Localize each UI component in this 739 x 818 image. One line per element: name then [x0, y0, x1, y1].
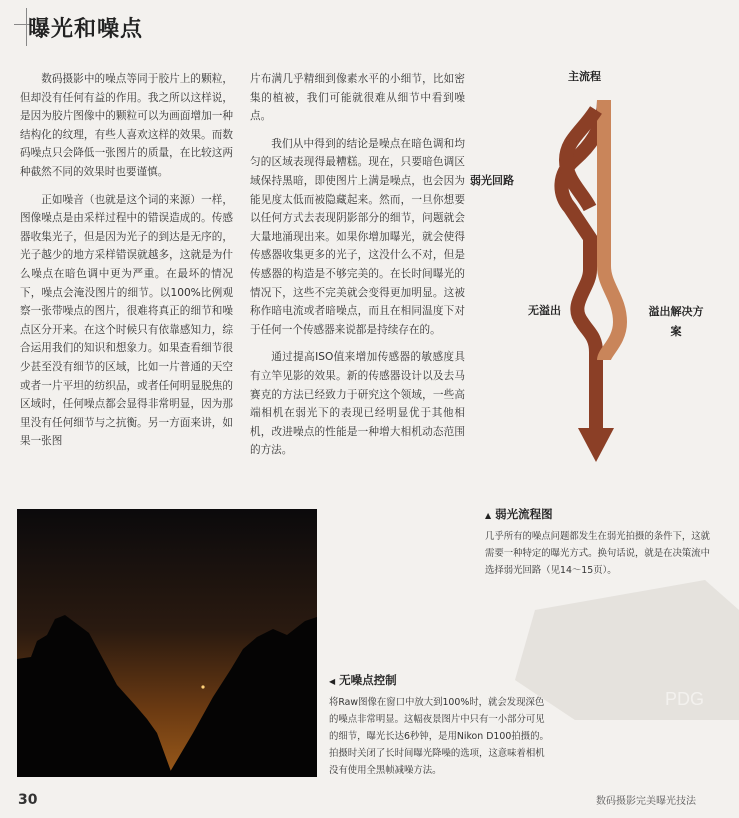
night-scene-photo: [17, 509, 317, 777]
text-column-left: [20, 70, 233, 460]
no-overflow-label: 无溢出: [528, 304, 561, 317]
paragraph: 数码摄影中的噪点等同于胶片上的颗粒，但却没有任何有益的作用。我之所以这样说，是因为胶片图像中的颗粒可以为画面增加一种结构化的纹理，有些人喜欢这样的效果。而数码噪点只会降低一张图片的质量，在比较这两种截然不同的效果时也要谨慎。: [20, 73, 233, 178]
paragraph: 正如噪音（也就是这个词的来源）一样，图像噪点是由采样过程中的错误造成的。传感器收集光子，但是因为光子的到达是无序的，光子越少的地方采样错误就越多，这就是为什么噪点在暗色调中更为严重。在最坏的情况下，噪点会淹没图片的细节。以100%比例观察一张带噪点的图片，很难将真正的细节和噪点区分开来。在这个时候只有依靠感知力，综合运用我们的知识和想象力。如果查看细节很少甚至没有细节的区域，比如一片普通的天空或者一片平坦的纺织品，或者任何明显脱焦的区域时，任何噪点都会显得非常明显，因为那里没有任何细节与之抗衡。另一方面来讲，如果一张图: [20, 193, 233, 448]
caption-title-text: 弱光流程图: [495, 507, 553, 521]
caption-title: [485, 506, 710, 524]
paragraph: 片布满几乎精细到像素水平的小细节，比如密集的植被，我们可能就很难从细节中看到噪点。: [250, 73, 465, 123]
watermark-seal: [515, 570, 739, 720]
lowlight-flow-diagram: [470, 60, 730, 480]
caption-body: 将Raw图像在窗口中放大到100%时，就会发现深色的噪点非常明显。这幅夜景图片中只有一小部分可见的细节，曝光长达6秒钟，是用Nikon D100拍摄的。拍摄时关闭了长时间曝光降噪的选项，这意味着相机没有使用全黑帧减噪方法。: [329, 697, 549, 776]
flow-diagram-svg: [470, 60, 730, 480]
page-title: 曝光和噪点: [28, 17, 144, 42]
triangle-left-icon: ◀: [329, 677, 336, 686]
paragraph: 我们从中得到的结论是噪点在暗色调和均匀的区域表现得最糟糕。现在，只要暗色调区域保持黑暗，即使图片上满是噪点，也会因为能见度太低而被隐藏起来。然而，一旦你想要以任何方式去表现阴影部分的细节，问题就会大量地涌现出来。如果你增加曝光，就会使得传感器收集更多的光子，这没什么不对，但是传感器的构造是不够完美的。在长时间曝光的情况下，这些不完美就会变得更加明显。这被称作暗电流或者暗噪点，而且在相同温度下对于任何一个传感器来说都是持续存在的。: [250, 137, 465, 336]
flow-arrow-head: [578, 428, 614, 462]
paragraph: 通过提高ISO值来增加传感器的敏感度具有立竿见影的效果。新的传感器设计以及去马赛克的方法已经致力于研究这个领域，一些高端相机在弱光下的表现已经明显优于其他相机，改进噪点的性能是一种增大相机动态范围的方法。: [250, 351, 465, 457]
caption-lowlight-flow: [485, 506, 710, 579]
flow-branch-line: [604, 100, 620, 360]
title-vertical-rule: [26, 8, 27, 46]
text-column-middle: [250, 70, 465, 469]
night-photo-svg: [17, 509, 317, 777]
lowlight-loop-label: 弱光回路: [470, 174, 514, 187]
book-title-footer: 数码摄影完美曝光技法: [596, 796, 696, 807]
watermark-text: PDG: [665, 689, 705, 709]
caption-body: 几乎所有的噪点问题都发生在弱光拍摄的条件下，这就需要一种特定的曝光方式。换句话说，就是在决策流中选择弱光回路（见14～15页）。: [485, 531, 711, 576]
overflow-solution-label: 溢出解决方案: [648, 305, 704, 338]
page-number: 30: [18, 792, 38, 808]
main-flow-label: 主流程: [568, 70, 601, 83]
caption-title-text: 无噪点控制: [339, 673, 397, 687]
watermark-svg: [515, 570, 739, 720]
triangle-up-icon: ▲: [485, 511, 492, 520]
star-light: [201, 685, 204, 688]
